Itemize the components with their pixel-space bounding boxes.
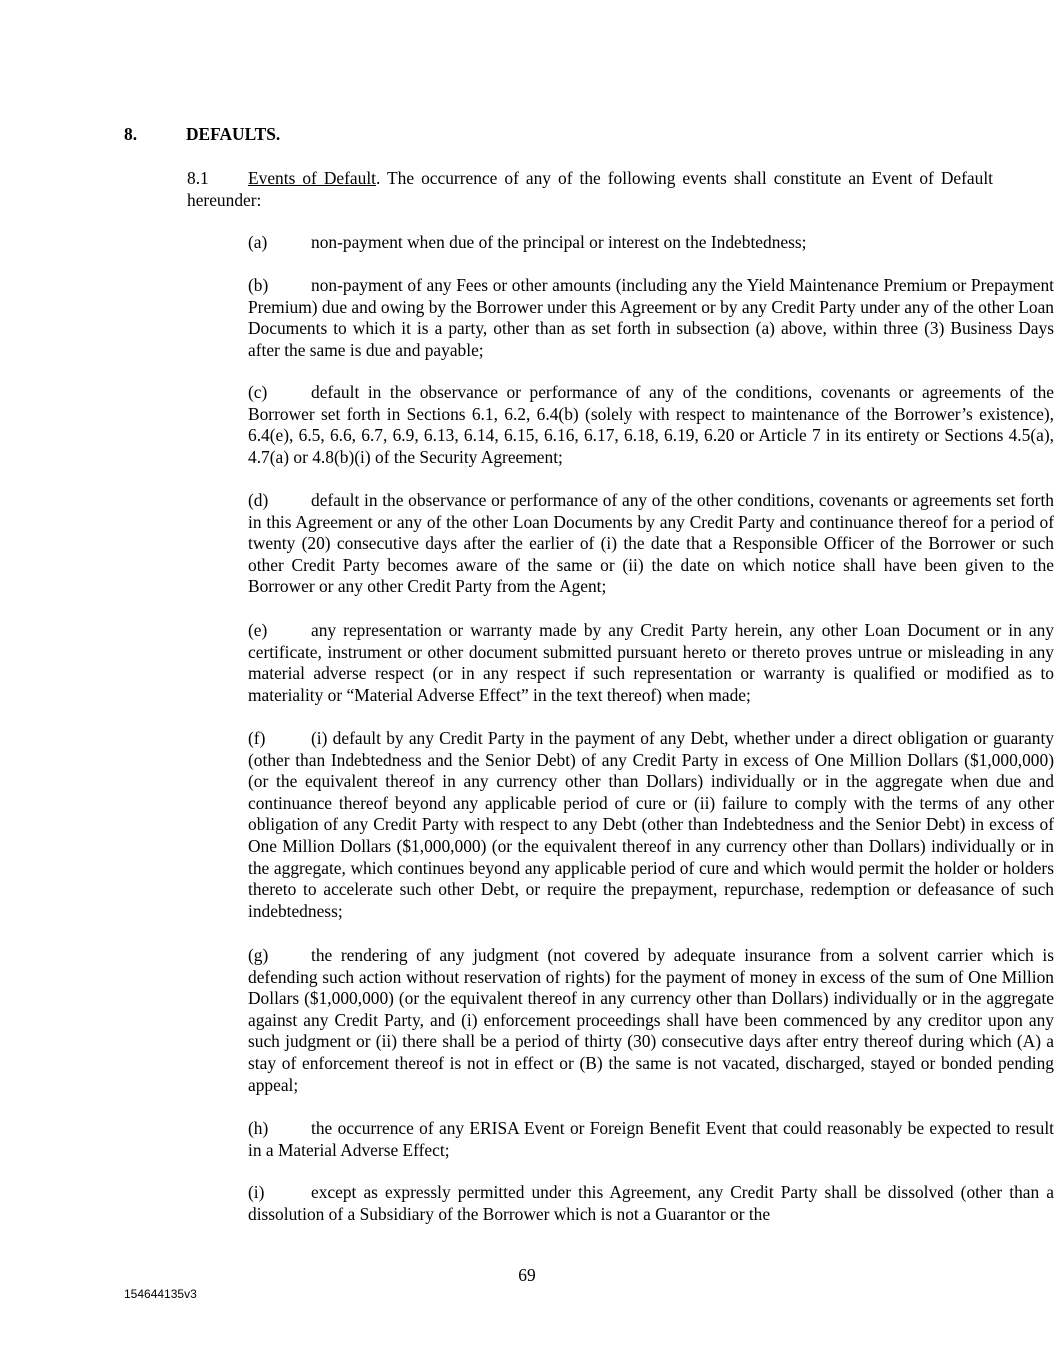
clause-label: (b) xyxy=(248,275,269,295)
clause-text: non-payment of any Fees or other amounts (including any the Yield Maintenance Premium or Prepayment Premium) due and owing by the Borrower under this Agreement or by any Credit Party under any of the other Loan Documents to which it is a party, other than as set forth in subsection (a) above, within three (3) Business Days after the same is due and payable; xyxy=(248,275,1054,360)
clause-text: default in the observance or performance of any of the other conditions, covenants or agreements set forth in this Agreement or any of the other Loan Documents by any Credit Party and continuance thereof for a period of twenty (20) consecutive days after the earlier of (i) the date that a Responsible Officer of the Borrower or such other Credit Party becomes aware of the same or (ii) the date on which notice shall have been given to the Borrower or any other Credit Party from the Agent; xyxy=(248,490,1054,597)
clause-label: (d) xyxy=(248,490,269,510)
clause-text: (i) default by any Credit Party in the payment of any Debt, whether under a direct obligation or guaranty (other than Indebtedness and the Senior Debt) of any Credit Party in excess of One Million Dollars ($1,000,000) (or the equivalent thereof in any currency other than Dollars) individually or in the aggregate when due and continuance thereof beyond any applicable period of cure or (ii) failure to comply with the terms of any other obligation of any Credit Party with respect to any Debt (other than Indebtedness and the Senior Debt) in excess of One Million Dollars ($1,000,000) (or the equivalent thereof in any currency other than Dollars) individually or in the aggregate, which continues beyond any applicable period of cure and which would permit the holder or holders thereto to accelerate such other Debt, or require the prepayment, repurchase, redemption or defeasance of such indebtedness; xyxy=(248,728,1054,921)
clause-b xyxy=(124,275,1054,361)
subsection-number: 8.1 xyxy=(187,168,209,188)
clause-g xyxy=(124,945,1054,1096)
subsection-intro-text: . The occurrence of any of the following events shall constitute an Event of Default hereunder: xyxy=(187,168,993,210)
clause-label: (c) xyxy=(248,382,268,402)
document-page xyxy=(124,0,1054,1365)
clause-label: (i) xyxy=(248,1182,265,1202)
clause-label: (h) xyxy=(248,1118,269,1138)
clause-text: any representation or warranty made by any Credit Party herein, any other Loan Document or in any certificate, instrument or other document submitted pursuant hereto or thereto proves untrue or misleading in any material adverse respect (or in any respect if such representation or warranty is qualified or modified as to materiality or “Material Adverse Effect” in the text thereof) when made; xyxy=(248,620,1054,705)
document-id: 154644135v3 xyxy=(124,1287,197,1301)
clause-a xyxy=(124,232,1054,254)
clause-label: (f) xyxy=(248,728,266,748)
clause-text: the occurrence of any ERISA Event or Foreign Benefit Event that could reasonably be expected to result in a Material Adverse Effect; xyxy=(248,1118,1054,1160)
clause-f xyxy=(124,728,1054,922)
clause-text: non-payment when due of the principal or interest on the Indebtedness; xyxy=(311,232,807,252)
section-heading xyxy=(124,124,280,146)
clause-text: except as expressly permitted under this Agreement, any Credit Party shall be dissolved (other than a dissolution of a Subsidiary of the Borrower which is not a Guarantor or the xyxy=(248,1182,1054,1224)
page-number: 69 xyxy=(518,1265,536,1285)
section-title: DEFAULTS. xyxy=(186,124,281,144)
clause-text: default in the observance or performance of any of the conditions, covenants or agreements of the Borrower set forth in Sections 6.1, 6.2, 6.4(b) (solely with respect to maintenance of the Borrower’s existence), 6.4(e), 6.5, 6.6, 6.7, 6.9, 6.13, 6.14, 6.15, 6.16, 6.17, 6.18, 6.19, 6.20 or Article 7 in its entirety or Sections 4.5(a), 4.7(a) or 4.8(b)(i) of the Security Agreement; xyxy=(248,382,1054,467)
clause-label: (g) xyxy=(248,945,269,965)
clause-label: (e) xyxy=(248,620,268,640)
subsection-8-1 xyxy=(124,168,993,211)
clause-d xyxy=(124,490,1054,598)
clause-c xyxy=(124,382,1054,468)
subsection-title: Events of Default xyxy=(248,168,376,188)
clause-e xyxy=(124,620,1054,706)
clause-i xyxy=(124,1182,1054,1225)
clause-h xyxy=(124,1118,1054,1161)
clause-text: the rendering of any judgment (not covered by adequate insurance from a solvent carrier which is defending such action without reservation of rights) for the payment of money in excess of the sum of One Million Dollars ($1,000,000) (or the equivalent thereof in any currency other than Dollars) individually or in the aggregate against any Credit Party, and (i) enforcement proceedings shall have been commenced by any creditor upon any such judgment or (ii) there shall be a period of thirty (30) consecutive days after entry thereof during which (A) a stay of enforcement thereof is not in effect or (B) the same is not vacated, discharged, stayed or bonded pending appeal; xyxy=(248,945,1054,1095)
section-number: 8. xyxy=(124,124,138,144)
clause-label: (a) xyxy=(248,232,268,252)
